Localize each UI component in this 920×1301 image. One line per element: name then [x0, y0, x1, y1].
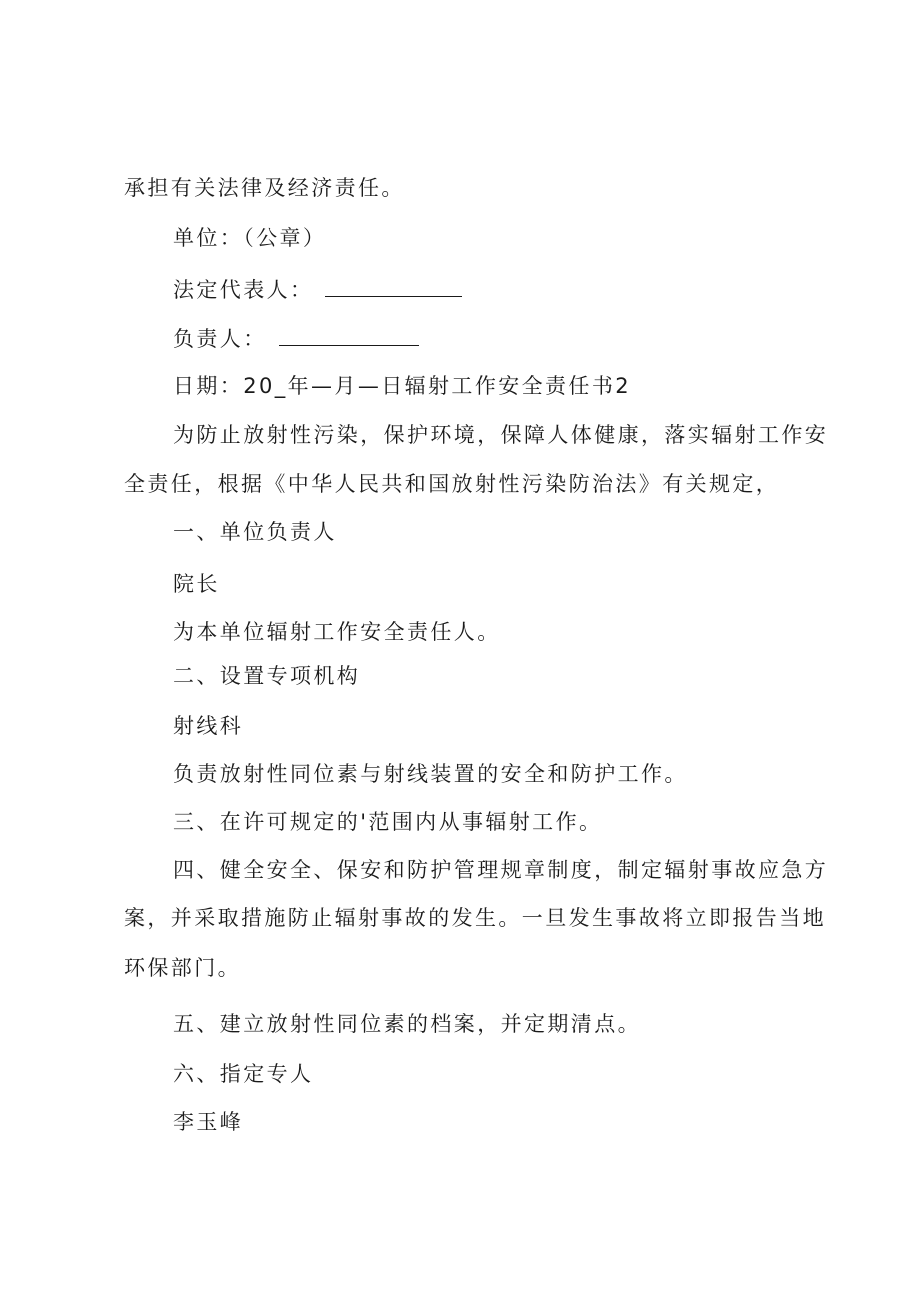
legal-representative-label: 法定代表人：	[173, 278, 314, 302]
text-line-unit-seal: 单位：（公章）	[173, 226, 327, 250]
text-line-responsible: 为本单位辐射工作安全责任人。	[173, 620, 501, 644]
legal-representative-line	[173, 278, 462, 301]
text-line-section-1: 一、单位负责人	[173, 520, 337, 544]
text-line-section-6: 六、指定专人	[173, 1062, 314, 1086]
text-line-dean: 院长	[173, 572, 220, 596]
responsible-person-signature-blank	[279, 327, 419, 346]
text-line-radiology: 射线科	[173, 714, 244, 738]
text-line-intro-2: 全责任，根据《中华人民共和国放射性污染防治法》有关规定，	[124, 472, 780, 496]
text-line-liability: 承担有关法律及经济责任。	[124, 176, 405, 200]
text-line-section-4-1: 四、健全安全、保安和防护管理规章制度，制定辐射事故应急方	[173, 858, 829, 882]
text-line-section-5: 五、建立放射性同位素的档案，并定期清点。	[173, 1012, 641, 1036]
legal-representative-signature-blank	[325, 278, 462, 297]
text-line-section-2: 二、设置专项机构	[173, 664, 361, 688]
text-line-section-4-3: 环保部门。	[124, 956, 241, 980]
text-line-section-4-2: 案，并采取措施防止辐射事故的发生。一旦发生事故将立即报告当地	[124, 906, 826, 930]
text-line-designee: 李玉峰	[173, 1110, 244, 1134]
responsible-person-line	[173, 327, 419, 350]
text-line-protection: 负责放射性同位素与射线装置的安全和防护工作。	[173, 762, 688, 786]
text-line-section-3: 三、在许可规定的'范围内从事辐射工作。	[173, 810, 603, 834]
responsible-person-label: 负责人：	[173, 327, 267, 351]
text-line-date-heading: 日期：20_年—月—日辐射工作安全责任书2	[173, 374, 631, 398]
text-line-intro-1: 为防止放射性污染，保护环境，保障人体健康，落实辐射工作安	[173, 423, 829, 447]
